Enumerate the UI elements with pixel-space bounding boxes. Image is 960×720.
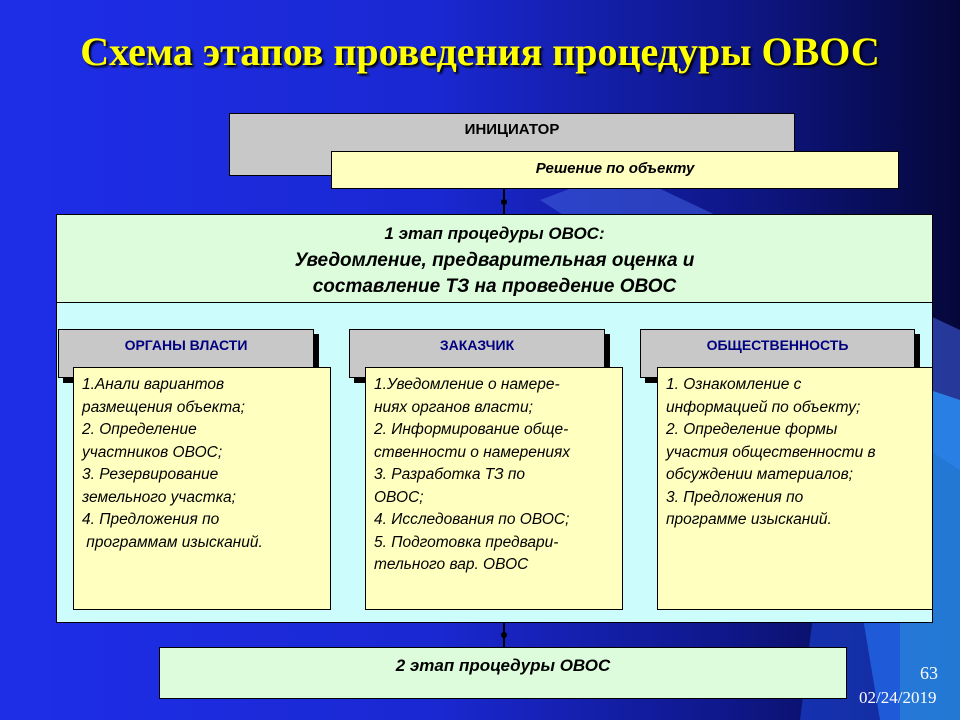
list-item: 4. Предложения по bbox=[82, 511, 220, 528]
stage1-line1: 1 этап процедуры ОВОС: bbox=[384, 224, 605, 243]
list-item: 3. Предложения по bbox=[666, 488, 804, 506]
stage2-box bbox=[159, 647, 847, 699]
customer-items bbox=[374, 374, 616, 577]
list-item: ОВОС; bbox=[374, 488, 424, 506]
customer-header-label: ЗАКАЗЧИК bbox=[439, 337, 515, 353]
slide-number: 63 bbox=[920, 663, 938, 683]
decision-label: Решение по объекту bbox=[535, 160, 695, 177]
list-item: 1. Ознакомление с bbox=[666, 376, 802, 393]
authorities-header-label: ОРГАНЫ ВЛАСТИ bbox=[124, 337, 248, 353]
list-item: 1.Уведомление о намере- bbox=[374, 376, 560, 393]
list-item: программе изысканий. bbox=[666, 511, 832, 528]
list-item: земельного участка; bbox=[82, 488, 236, 506]
stage2-label: 2 этап процедуры ОВОС bbox=[395, 656, 611, 675]
page-title: Схема этапов проведения процедуры ОВОС bbox=[80, 29, 880, 74]
list-item: тельного вар. ОВОС bbox=[374, 556, 529, 573]
public-items bbox=[666, 374, 926, 532]
list-item: 2. Определение bbox=[82, 421, 197, 438]
list-item: 2. Определение формы bbox=[666, 421, 838, 438]
list-item: 3. Разработка ТЗ по bbox=[374, 466, 526, 483]
authorities-items bbox=[82, 374, 324, 554]
list-item: размещения объекта; bbox=[82, 398, 245, 416]
public-list bbox=[657, 367, 933, 610]
stage1-line2: Уведомление, предварительная оценка и bbox=[294, 250, 695, 271]
list-item: 4. Исследования по ОВОС; bbox=[374, 511, 570, 528]
list-item: программам изысканий. bbox=[82, 533, 263, 551]
list-item: 2. Информирование обще- bbox=[374, 421, 569, 438]
list-item: информацией по объекту; bbox=[666, 398, 861, 416]
stage1-header bbox=[57, 215, 932, 303]
stage1-line3: составление ТЗ на проведение ОВОС bbox=[312, 276, 677, 297]
list-item: 1.Анали вариантов bbox=[82, 376, 225, 393]
list-item: 5. Подготовка предвари- bbox=[374, 533, 559, 551]
customer-list bbox=[365, 367, 623, 610]
connector-bottom-dot bbox=[501, 632, 507, 638]
connector-top-dot bbox=[501, 199, 507, 205]
public-header-label: ОБЩЕСТВЕННОСТЬ bbox=[706, 337, 849, 353]
list-item: 3. Резервирование bbox=[82, 466, 219, 483]
initiator-label: ИНИЦИАТОР bbox=[464, 121, 560, 138]
list-item: обсуждении материалов; bbox=[666, 466, 853, 483]
list-item: ственности о намерениях bbox=[374, 443, 571, 461]
decision-box bbox=[331, 151, 899, 189]
authorities-list bbox=[73, 367, 331, 610]
list-item: участников ОВОС; bbox=[82, 443, 223, 461]
list-item: участия общественности в bbox=[666, 443, 876, 461]
slide-date: 02/24/2019 bbox=[859, 688, 937, 707]
list-item: ниях органов власти; bbox=[374, 398, 533, 416]
